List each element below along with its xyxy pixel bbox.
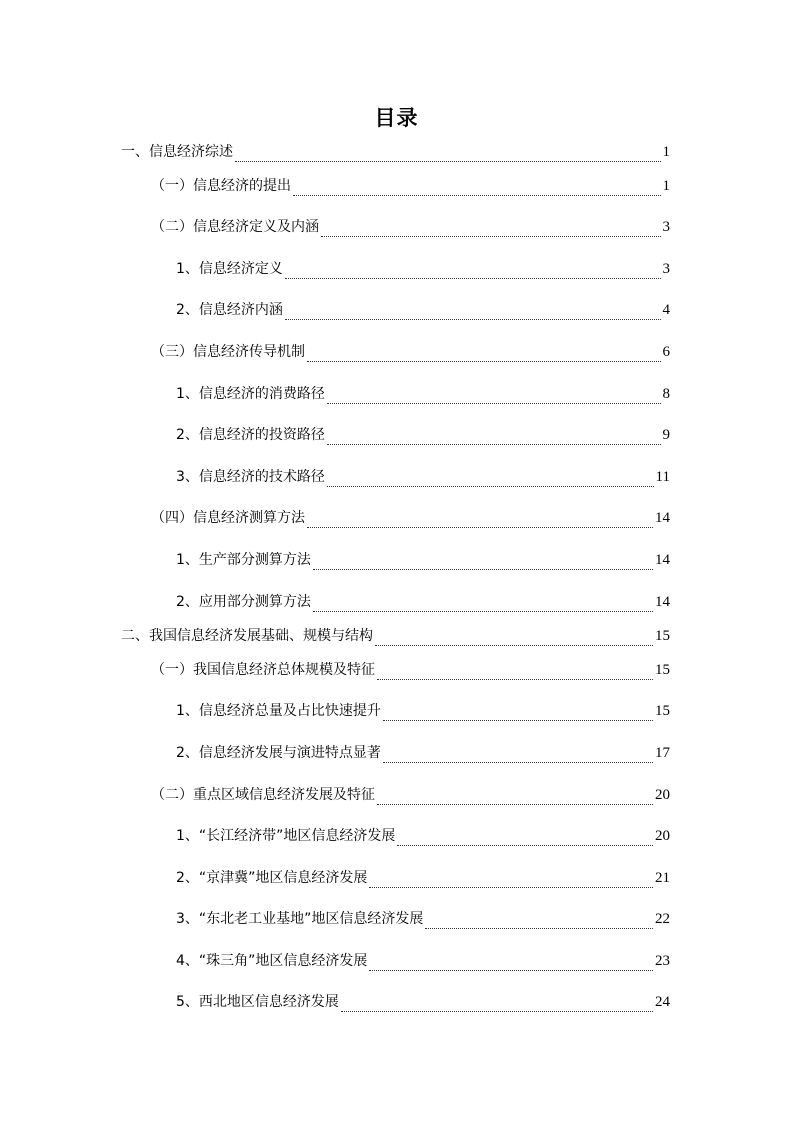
toc-page-number: 3 bbox=[662, 261, 670, 277]
toc-page-number: 1 bbox=[662, 144, 670, 160]
toc-leader-dots bbox=[383, 748, 653, 763]
toc-page-number: 23 bbox=[655, 953, 670, 969]
toc-page-number: 15 bbox=[655, 662, 670, 678]
toc-leader-dots bbox=[313, 555, 653, 570]
toc-page-number: 6 bbox=[662, 344, 670, 360]
toc-entry-label: 二、我国信息经济发展基础、规模与结构 bbox=[121, 628, 373, 644]
toc-leader-dots bbox=[369, 956, 653, 971]
toc-entry[interactable] bbox=[176, 425, 670, 445]
toc-leader-dots bbox=[369, 873, 653, 888]
toc-entry-label: （二）信息经济定义及内涵 bbox=[151, 219, 319, 235]
toc-entry[interactable] bbox=[176, 992, 670, 1012]
toc-entry-label: 1、信息经济定义 bbox=[176, 261, 283, 277]
toc-leader-dots bbox=[341, 997, 653, 1012]
toc-page-number: 15 bbox=[655, 628, 670, 644]
toc-entry-label: 2、信息经济内涵 bbox=[176, 302, 283, 318]
toc-entry[interactable] bbox=[176, 550, 670, 570]
toc-entry[interactable] bbox=[176, 909, 670, 929]
toc-page-number: 21 bbox=[655, 870, 670, 886]
toc-entry[interactable] bbox=[176, 592, 670, 612]
toc-page-number: 14 bbox=[655, 552, 670, 568]
toc-leader-dots bbox=[377, 665, 653, 680]
toc-entry-label: 2、应用部分测算方法 bbox=[176, 594, 311, 610]
toc-page-number: 14 bbox=[655, 594, 670, 610]
toc-leader-dots bbox=[425, 914, 653, 929]
toc-page-number: 8 bbox=[662, 386, 670, 402]
toc-page-number: 9 bbox=[662, 427, 670, 443]
toc-entry[interactable] bbox=[176, 868, 670, 888]
toc-entry[interactable] bbox=[176, 467, 670, 487]
toc-leader-dots bbox=[327, 472, 654, 487]
toc-leader-dots bbox=[327, 389, 661, 404]
toc-entry[interactable] bbox=[176, 701, 670, 721]
toc-entry[interactable] bbox=[121, 626, 670, 646]
toc-leader-dots bbox=[397, 831, 653, 846]
toc-entry[interactable] bbox=[151, 660, 670, 680]
toc-leader-dots bbox=[293, 181, 661, 196]
toc-page-number: 17 bbox=[655, 745, 670, 761]
toc-entry[interactable] bbox=[121, 142, 670, 162]
toc-entry[interactable] bbox=[176, 259, 670, 279]
toc-entry-label: 3、“东北老工业基地”地区信息经济发展 bbox=[176, 911, 424, 927]
toc-entry[interactable] bbox=[176, 826, 670, 846]
toc-leader-dots bbox=[327, 430, 661, 445]
toc-entry-label: 2、信息经济发展与演进特点显著 bbox=[176, 745, 381, 761]
toc-page-number: 20 bbox=[655, 787, 670, 803]
toc-entry-label: 1、“长江经济带”地区信息经济发展 bbox=[176, 828, 396, 844]
toc-entry-label: （一）我国信息经济总体规模及特征 bbox=[151, 662, 375, 678]
toc-entry-label: （二）重点区域信息经济发展及特征 bbox=[151, 787, 375, 803]
toc-entry[interactable] bbox=[176, 951, 670, 971]
toc-page-number: 11 bbox=[655, 469, 670, 485]
toc-page-number: 24 bbox=[655, 994, 670, 1010]
toc-entry-label: 1、信息经济总量及占比快速提升 bbox=[176, 703, 381, 719]
toc-page-number: 20 bbox=[655, 828, 670, 844]
toc-entry-label: 1、信息经济的消费路径 bbox=[176, 386, 325, 402]
toc-leader-dots bbox=[235, 147, 661, 162]
toc-entry-label: 1、生产部分测算方法 bbox=[176, 552, 311, 568]
toc-entry[interactable] bbox=[151, 508, 670, 528]
toc-entry-label: 3、信息经济的技术路径 bbox=[176, 469, 325, 485]
toc-leader-dots bbox=[377, 790, 653, 805]
toc-leader-dots bbox=[375, 631, 653, 646]
toc-entry[interactable] bbox=[151, 176, 670, 196]
toc-leader-dots bbox=[307, 347, 661, 362]
toc-leader-dots bbox=[307, 513, 653, 528]
toc-page-number: 14 bbox=[655, 510, 670, 526]
toc-entry[interactable] bbox=[176, 743, 670, 763]
toc-leader-dots bbox=[285, 305, 661, 320]
toc-leader-dots bbox=[383, 706, 653, 721]
toc-leader-dots bbox=[313, 597, 653, 612]
toc-entry[interactable] bbox=[151, 342, 670, 362]
toc-leader-dots bbox=[285, 264, 661, 279]
toc-entry[interactable] bbox=[151, 785, 670, 805]
toc-entry[interactable] bbox=[176, 300, 670, 320]
toc-page-number: 1 bbox=[662, 178, 670, 194]
toc-entry-label: （三）信息经济传导机制 bbox=[151, 344, 305, 360]
toc-leader-dots bbox=[321, 222, 661, 237]
toc-page-number: 4 bbox=[662, 302, 670, 318]
page-title: 目录 bbox=[374, 106, 419, 130]
toc-entry-label: 4、“珠三角”地区信息经济发展 bbox=[176, 953, 368, 969]
toc-entry-label: 2、信息经济的投资路径 bbox=[176, 427, 325, 443]
toc-entry-label: 2、“京津冀”地区信息经济发展 bbox=[176, 870, 368, 886]
toc-entry[interactable] bbox=[176, 384, 670, 404]
toc-entry-label: （四）信息经济测算方法 bbox=[151, 510, 305, 526]
toc-entry[interactable] bbox=[151, 217, 670, 237]
toc-entry-label: 一、信息经济综述 bbox=[121, 144, 233, 160]
toc-entry-label: （一）信息经济的提出 bbox=[151, 178, 291, 194]
toc-page-number: 15 bbox=[655, 703, 670, 719]
toc-entry-label: 5、西北地区信息经济发展 bbox=[176, 994, 339, 1010]
toc-page-number: 3 bbox=[662, 219, 670, 235]
toc-page-number: 22 bbox=[655, 911, 670, 927]
